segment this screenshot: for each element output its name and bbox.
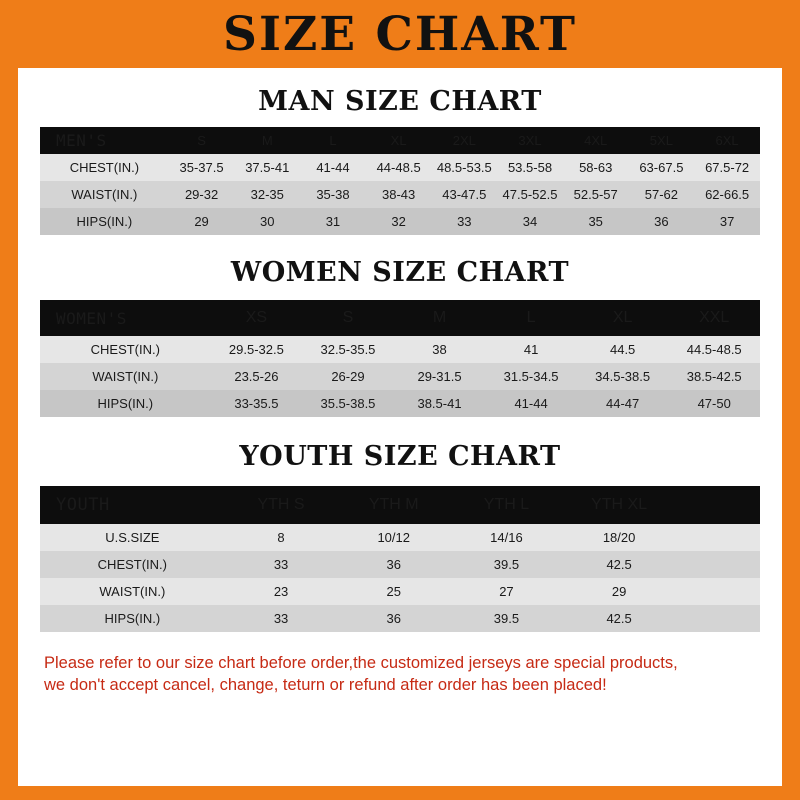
col-header-women-l: L bbox=[485, 300, 577, 336]
col-header-men-l: L bbox=[300, 127, 366, 154]
cell: 32.5-35.5 bbox=[302, 336, 394, 363]
cell: 67.5-72 bbox=[694, 154, 760, 181]
col-header-women-xxl: XXL bbox=[668, 300, 760, 336]
table-row bbox=[40, 336, 760, 363]
youth-size-table bbox=[40, 486, 760, 632]
cell: 18/20 bbox=[563, 524, 676, 551]
cell: 29 bbox=[169, 208, 235, 235]
col-header-women-m: M bbox=[394, 300, 486, 336]
col-header-women-xs: XS bbox=[211, 300, 303, 336]
cell: 33 bbox=[225, 551, 338, 578]
cell: 47.5-52.5 bbox=[497, 181, 563, 208]
cell: 39.5 bbox=[450, 551, 563, 578]
table-row bbox=[40, 605, 760, 632]
col-header-men-6xl: 6XL bbox=[694, 127, 760, 154]
notice-line-1: Please refer to our size chart before order,the customized jerseys are special products, bbox=[44, 654, 678, 672]
col-header-youth-pad bbox=[675, 486, 760, 524]
bottom-accent-bar bbox=[0, 786, 800, 800]
cell: 34.5-38.5 bbox=[577, 363, 669, 390]
cell: 34 bbox=[497, 208, 563, 235]
cell-pad bbox=[675, 551, 760, 578]
row-label-men-waist: WAIST(IN.) bbox=[40, 181, 169, 208]
men-size-table bbox=[40, 127, 760, 235]
cell: 53.5-58 bbox=[497, 154, 563, 181]
cell: 38 bbox=[394, 336, 486, 363]
cell: 35.5-38.5 bbox=[302, 390, 394, 417]
cell-pad bbox=[675, 578, 760, 605]
cell: 41 bbox=[485, 336, 577, 363]
cell: 38.5-41 bbox=[394, 390, 486, 417]
table-row bbox=[40, 363, 760, 390]
row-label-women-waist: WAIST(IN.) bbox=[40, 363, 211, 390]
cell: 57-62 bbox=[629, 181, 695, 208]
cell: 38.5-42.5 bbox=[668, 363, 760, 390]
col-header-women-s: S bbox=[302, 300, 394, 336]
cell: 37.5-41 bbox=[234, 154, 300, 181]
table-header-row bbox=[40, 300, 760, 336]
section-title-women: WOMEN SIZE CHART bbox=[230, 257, 570, 288]
col-header-youth-s: YTH S bbox=[225, 486, 338, 524]
table-row bbox=[40, 524, 760, 551]
cell: 23 bbox=[225, 578, 338, 605]
cell: 27 bbox=[450, 578, 563, 605]
cell: 63-67.5 bbox=[629, 154, 695, 181]
cell: 36 bbox=[337, 605, 450, 632]
cell: 8 bbox=[225, 524, 338, 551]
table-row bbox=[40, 154, 760, 181]
page-banner bbox=[0, 0, 800, 68]
cell: 29 bbox=[563, 578, 676, 605]
cell-pad bbox=[675, 605, 760, 632]
cell: 36 bbox=[337, 551, 450, 578]
chart-content bbox=[18, 86, 782, 697]
cell: 33 bbox=[431, 208, 497, 235]
cell: 35 bbox=[563, 208, 629, 235]
cell: 44-47 bbox=[577, 390, 669, 417]
order-notice bbox=[40, 652, 760, 697]
row-label-youth-ussize: U.S.SIZE bbox=[40, 524, 225, 551]
row-label-youth-waist: WAIST(IN.) bbox=[40, 578, 225, 605]
cell: 14/16 bbox=[450, 524, 563, 551]
row-label-men-hips: HIPS(IN.) bbox=[40, 208, 169, 235]
cell: 32 bbox=[366, 208, 432, 235]
cell: 35-37.5 bbox=[169, 154, 235, 181]
cell: 58-63 bbox=[563, 154, 629, 181]
cell: 62-66.5 bbox=[694, 181, 760, 208]
cell: 35-38 bbox=[300, 181, 366, 208]
cell: 29.5-32.5 bbox=[211, 336, 303, 363]
table-row bbox=[40, 578, 760, 605]
col-header-men-5xl: 5XL bbox=[629, 127, 695, 154]
cell: 41-44 bbox=[485, 390, 577, 417]
col-header-women-xl: XL bbox=[577, 300, 669, 336]
table-row bbox=[40, 390, 760, 417]
cell: 48.5-53.5 bbox=[431, 154, 497, 181]
section-title-men: MAN SIZE CHART bbox=[258, 86, 542, 117]
col-header-youth-l: YTH L bbox=[450, 486, 563, 524]
row-label-women-hips: HIPS(IN.) bbox=[40, 390, 211, 417]
cell: 42.5 bbox=[563, 551, 676, 578]
table-header-row bbox=[40, 486, 760, 524]
cell: 23.5-26 bbox=[211, 363, 303, 390]
col-header-men-3xl: 3XL bbox=[497, 127, 563, 154]
row-label-women-chest: CHEST(IN.) bbox=[40, 336, 211, 363]
cell: 10/12 bbox=[337, 524, 450, 551]
col-header-men-m: M bbox=[234, 127, 300, 154]
page-title: SIZE CHART bbox=[223, 6, 577, 62]
row-label-youth-chest: CHEST(IN.) bbox=[40, 551, 225, 578]
col-header-women-label: WOMEN'S bbox=[40, 300, 211, 336]
col-header-men-xl: XL bbox=[366, 127, 432, 154]
col-header-youth-m: YTH M bbox=[337, 486, 450, 524]
cell-pad bbox=[675, 524, 760, 551]
cell: 33-35.5 bbox=[211, 390, 303, 417]
col-header-youth-xl: YTH XL bbox=[563, 486, 676, 524]
cell: 32-35 bbox=[234, 181, 300, 208]
col-header-youth-label: YOUTH bbox=[40, 486, 225, 524]
cell: 31 bbox=[300, 208, 366, 235]
women-size-table bbox=[40, 300, 760, 417]
cell: 37 bbox=[694, 208, 760, 235]
cell: 44-48.5 bbox=[366, 154, 432, 181]
cell: 25 bbox=[337, 578, 450, 605]
cell: 36 bbox=[629, 208, 695, 235]
cell: 38-43 bbox=[366, 181, 432, 208]
cell: 33 bbox=[225, 605, 338, 632]
col-header-men-2xl: 2XL bbox=[431, 127, 497, 154]
cell: 42.5 bbox=[563, 605, 676, 632]
cell: 39.5 bbox=[450, 605, 563, 632]
col-header-men-label: MEN'S bbox=[40, 127, 169, 154]
col-header-men-4xl: 4XL bbox=[563, 127, 629, 154]
cell: 47-50 bbox=[668, 390, 760, 417]
table-row bbox=[40, 181, 760, 208]
cell: 30 bbox=[234, 208, 300, 235]
cell: 29-32 bbox=[169, 181, 235, 208]
cell: 44.5-48.5 bbox=[668, 336, 760, 363]
cell: 41-44 bbox=[300, 154, 366, 181]
cell: 44.5 bbox=[577, 336, 669, 363]
row-label-youth-hips: HIPS(IN.) bbox=[40, 605, 225, 632]
cell: 52.5-57 bbox=[563, 181, 629, 208]
table-row bbox=[40, 208, 760, 235]
cell: 43-47.5 bbox=[431, 181, 497, 208]
table-header-row bbox=[40, 127, 760, 154]
cell: 29-31.5 bbox=[394, 363, 486, 390]
cell: 31.5-34.5 bbox=[485, 363, 577, 390]
table-row bbox=[40, 551, 760, 578]
cell: 26-29 bbox=[302, 363, 394, 390]
section-title-youth: YOUTH SIZE CHART bbox=[239, 441, 561, 472]
row-label-men-chest: CHEST(IN.) bbox=[40, 154, 169, 181]
notice-line-2: we don't accept cancel, change, teturn or refund after order has been placed! bbox=[44, 676, 607, 695]
col-header-men-s: S bbox=[169, 127, 235, 154]
